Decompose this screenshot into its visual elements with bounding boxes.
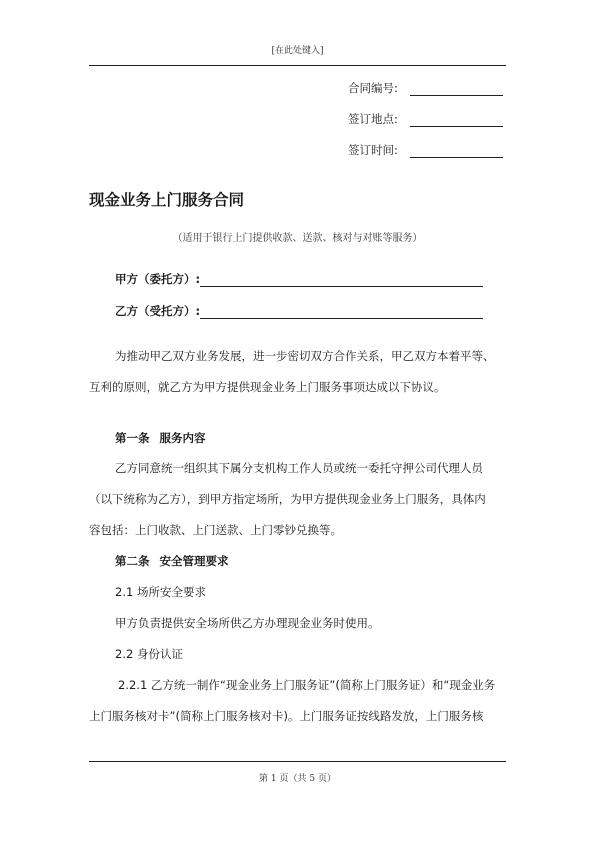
- party-b-label: 乙方（受托方）:: [115, 304, 201, 318]
- section-2-1-heading: 2.1 场所安全要求: [115, 585, 206, 599]
- article-2-title: 安全管理要求: [159, 554, 229, 568]
- section-2-2-heading: 2.2 身份认证: [115, 647, 183, 661]
- section-2-2-1-paragraph: [89, 670, 509, 732]
- party-a-blank[interactable]: [200, 273, 483, 287]
- party-b-blank[interactable]: [200, 305, 483, 319]
- sign-time-field: [348, 142, 503, 158]
- article-1-number: 第一条: [115, 431, 150, 445]
- article-1-line-1: 乙方同意统一组织其下属分支机构工作人员或统一委托守押公司代理人员: [115, 461, 483, 475]
- intro-line-1: 为推动甲乙双方业务发展，进一步密切双方合作关系，甲乙双方本着平等、: [115, 349, 495, 363]
- document-subtitle: （适用于银行上门提供收款、送款、核对与对账等服务）: [172, 233, 423, 244]
- article-1-line-3: 容包括：上门收款、上门送款、上门零钞兑换等。: [89, 523, 342, 537]
- sign-place-label: 签订地点:: [348, 112, 398, 126]
- header-placeholder: [在此处键入]: [271, 46, 324, 56]
- contract-number-field: [348, 80, 503, 96]
- intro-paragraph: [89, 341, 509, 403]
- article-1-heading: [115, 430, 206, 446]
- sign-place-field: [348, 111, 503, 127]
- article-2-number: 第二条: [115, 554, 150, 568]
- contract-number-blank[interactable]: [410, 82, 503, 96]
- page-number: 第 1 页（共 5 页）: [259, 774, 336, 784]
- article-1-paragraph: [89, 453, 509, 546]
- contract-number-label: 合同编号:: [348, 81, 398, 95]
- party-b-field: [115, 303, 483, 319]
- section-2-2-1-line-2: 上门服务核对卡”(简称上门服务核对卡)。上门服务证按线路发放，上门服务核: [89, 709, 484, 723]
- sign-place-blank[interactable]: [410, 113, 503, 127]
- header-divider: [89, 65, 506, 66]
- sign-time-label: 签订时间:: [348, 143, 398, 157]
- sign-time-blank[interactable]: [410, 144, 503, 158]
- party-a-field: [115, 271, 483, 287]
- article-2-heading: [115, 553, 229, 569]
- footer-divider: [89, 761, 506, 762]
- article-1-line-2: （以下统称为乙方），到甲方指定场所，为甲方提供现金业务上门服务，具体内: [89, 492, 486, 506]
- party-a-label: 甲方（委托方）:: [115, 272, 201, 286]
- article-1-title: 服务内容: [159, 431, 206, 445]
- document-title: 现金业务上门服务合同: [89, 191, 245, 209]
- intro-line-2: 互利的原则，就乙方为甲方提供现金业务上门服务事项达成以下协议。: [89, 380, 446, 394]
- section-2-1-text: 甲方负责提供安全场所供乙方办理现金业务时使用。: [115, 616, 380, 630]
- section-2-2-1-line-1: 2.2.1 乙方统一制作“现金业务上门服务证”(简称上门服务证）和“现金业务: [118, 678, 496, 692]
- section-2-1-paragraph: [89, 608, 509, 639]
